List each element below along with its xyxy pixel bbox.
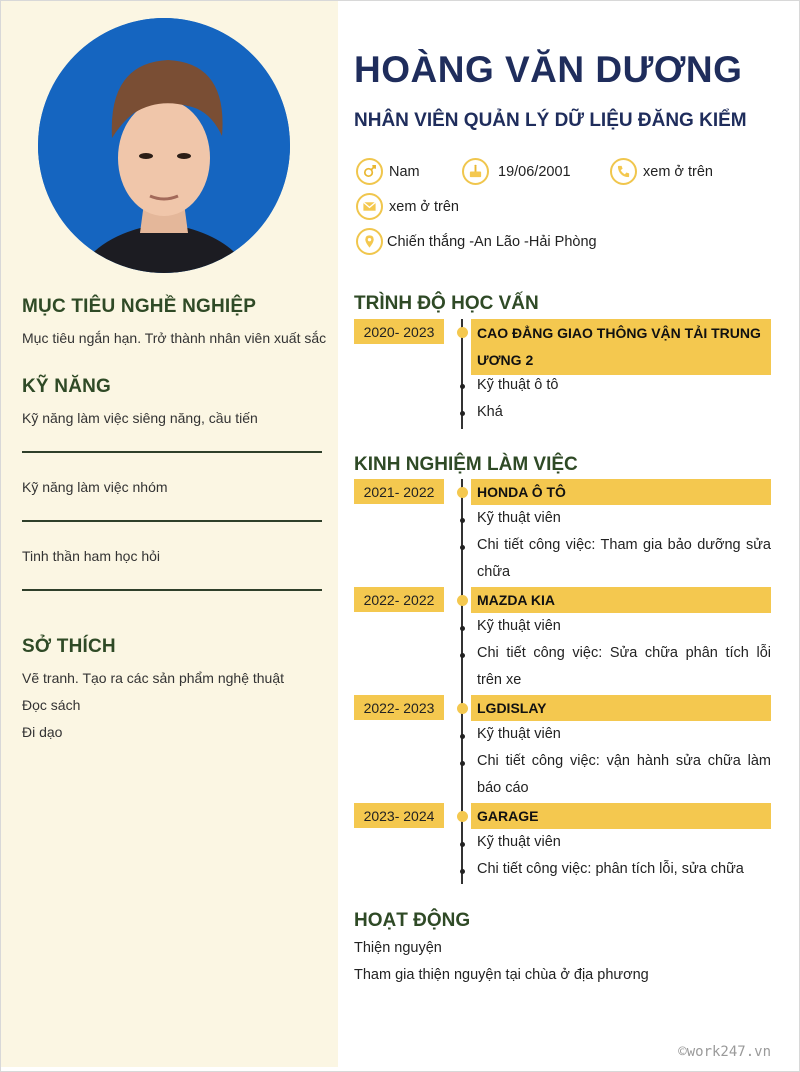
address-info xyxy=(356,228,597,255)
email-info xyxy=(356,193,459,220)
bullet-dot xyxy=(460,653,465,658)
birthday-cake-icon xyxy=(462,158,489,185)
education-title: TRÌNH ĐỘ HỌC VẤN xyxy=(354,293,539,314)
bullet-dot xyxy=(460,842,465,847)
job-title: NHÂN VIÊN QUẢN LÝ DỮ LIỆU ĐĂNG KIỂM xyxy=(354,110,747,131)
candidate-name: HOÀNG VĂN DƯƠNG xyxy=(354,49,743,90)
experience-company: HONDA Ô TÔ xyxy=(471,479,771,505)
left-sidebar xyxy=(1,1,338,1067)
experience-role: Kỹ thuật viên xyxy=(477,726,561,742)
watermark: ©work247.vn xyxy=(678,1044,771,1060)
timeline-dot xyxy=(457,703,468,714)
timeline-dot xyxy=(457,487,468,498)
objective-text: Mục tiêu ngắn hạn. Trở thành nhân viên xuất sắc xyxy=(22,330,327,346)
hobby-item: Vẽ tranh. Tạo ra các sản phẩm nghệ thuật xyxy=(22,670,285,686)
experience-company: MAZDA KIA xyxy=(471,587,771,613)
hobby-item: Đọc sách xyxy=(22,697,81,713)
experience-timeline-line xyxy=(461,479,463,884)
bullet-dot xyxy=(460,411,465,416)
gender-info xyxy=(356,158,420,185)
experience-role: Kỹ thuật viên xyxy=(477,834,561,850)
skill-item: Kỹ năng làm việc nhóm xyxy=(22,479,168,495)
activity-line: Tham gia thiện nguyện tại chùa ở địa phương xyxy=(354,967,649,983)
experience-role: Kỹ thuật viên xyxy=(477,618,561,634)
experience-company: LGDISLAY xyxy=(471,695,771,721)
skills-title: KỸ NĂNG xyxy=(22,376,112,397)
bullet-dot xyxy=(460,734,465,739)
experience-detail: Chi tiết công việc: vận hành sửa chữa làm báo cáo xyxy=(477,753,771,796)
experience-years: 2022- 2023 xyxy=(354,695,444,720)
experience-years: 2023- 2024 xyxy=(354,803,444,828)
experience-company: GARAGE xyxy=(471,803,771,829)
activity-line: Thiện nguyện xyxy=(354,940,442,956)
activities-title: HOẠT ĐỘNG xyxy=(354,910,471,931)
experience-detail: Chi tiết công việc: phân tích lỗi, sửa chữa xyxy=(477,861,744,877)
bullet-dot xyxy=(460,626,465,631)
timeline-dot xyxy=(457,327,468,338)
experience-role: Kỹ thuật viên xyxy=(477,510,561,526)
birthday-value: 19/06/2001 xyxy=(498,163,571,180)
experience-years: 2022- 2022 xyxy=(354,587,444,612)
gender-icon xyxy=(356,158,383,185)
bullet-dot xyxy=(460,384,465,389)
location-icon xyxy=(356,228,383,255)
skill-item: Tinh thần ham học hỏi xyxy=(22,548,161,564)
phone-icon xyxy=(610,158,637,185)
hobby-item: Đi dạo xyxy=(22,724,63,740)
experience-detail: Chi tiết công việc: Tham gia bảo dưỡng sửa chữa xyxy=(477,537,771,580)
bullet-dot xyxy=(460,869,465,874)
address-value: Chiến thắng -An Lão -Hải Phòng xyxy=(387,233,597,250)
timeline-dot xyxy=(457,811,468,822)
phone-info xyxy=(610,158,713,185)
experience-title: KINH NGHIỆM LÀM VIỆC xyxy=(354,454,578,475)
skill-divider xyxy=(22,520,322,522)
education-grade: Khá xyxy=(477,404,503,420)
experience-years: 2021- 2022 xyxy=(354,479,444,504)
gender-value: Nam xyxy=(389,163,420,180)
skill-divider xyxy=(22,451,322,453)
education-school: CAO ĐẲNG GIAO THÔNG VẬN TẢI TRUNG ƯƠNG 2 xyxy=(471,319,771,375)
skill-divider xyxy=(22,589,322,591)
email-icon xyxy=(356,193,383,220)
email-value: xem ở trên xyxy=(389,198,459,215)
bullet-dot xyxy=(460,518,465,523)
phone-value: xem ở trên xyxy=(643,163,713,180)
objective-title: MỤC TIÊU NGHỀ NGHIỆP xyxy=(22,296,257,317)
skill-item: Kỹ năng làm việc siêng năng, cầu tiến xyxy=(22,410,258,426)
avatar-photo xyxy=(38,18,290,273)
bullet-dot xyxy=(460,761,465,766)
timeline-dot xyxy=(457,595,468,606)
education-major: Kỹ thuật ô tô xyxy=(477,377,559,393)
bullet-dot xyxy=(460,545,465,550)
hobbies-title: SỞ THÍCH xyxy=(22,636,116,657)
birthday-info xyxy=(462,158,571,185)
education-years: 2020- 2023 xyxy=(354,319,444,344)
experience-detail: Chi tiết công việc: Sửa chữa phân tích lỗi trên xe xyxy=(477,645,771,688)
